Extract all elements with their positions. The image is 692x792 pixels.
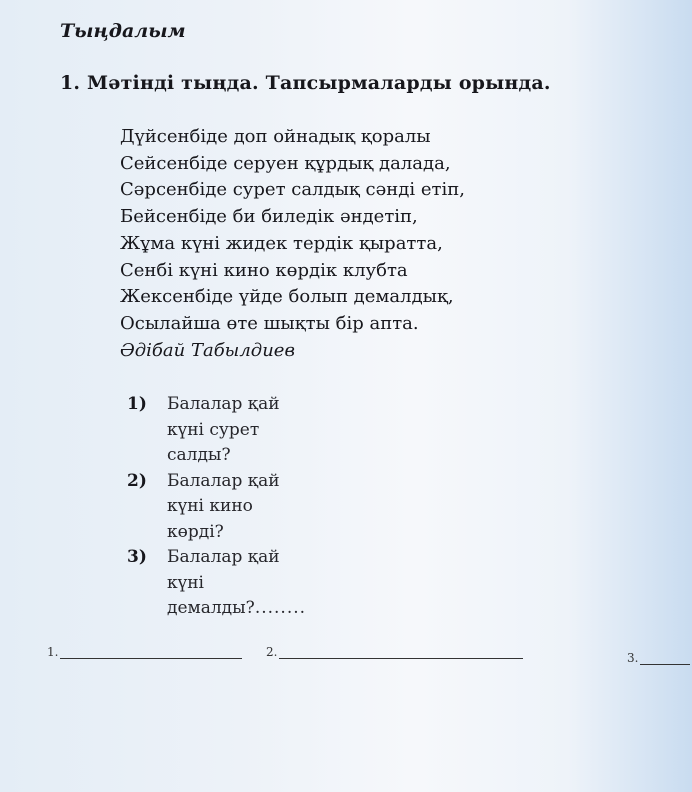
answer-blank-line[interactable] bbox=[279, 640, 523, 659]
poem-line: Жұма күні жидек тердік қыратта, bbox=[120, 232, 443, 254]
question-number: 2) bbox=[127, 470, 147, 491]
question-line: салды? bbox=[167, 445, 231, 465]
question-item bbox=[127, 545, 347, 622]
question-line bbox=[167, 596, 327, 622]
question-text bbox=[167, 392, 327, 469]
question-number: 1) bbox=[127, 394, 147, 414]
question-line: көрді? bbox=[167, 521, 224, 542]
question-line: күні кино bbox=[167, 496, 253, 516]
question-line: Балалар қай bbox=[167, 470, 280, 491]
question-item bbox=[127, 469, 347, 546]
question-line: Балалар қай bbox=[167, 547, 280, 567]
answer-dots: ........ bbox=[254, 598, 307, 618]
poem-line: Жексенбіде үйде болып демалдық, bbox=[120, 286, 454, 308]
section-title: Тыңдалым bbox=[60, 20, 186, 42]
question-number: 3) bbox=[127, 547, 147, 567]
poem-line: Сейсенбіде серуен құрдық далада, bbox=[120, 152, 451, 174]
answer-3 bbox=[627, 646, 690, 665]
question-line: күні bbox=[167, 572, 204, 593]
answer-lines bbox=[0, 640, 692, 670]
poem-line: Сәрсенбіде сурет салдық сәнді етіп, bbox=[120, 179, 465, 201]
poem-author: Әдібай Табылдиев bbox=[120, 339, 295, 361]
answer-number: 1. bbox=[47, 645, 59, 659]
answer-blank-line[interactable] bbox=[640, 646, 690, 665]
poem-line: Осылайша өте шықты бір апта. bbox=[120, 312, 419, 334]
question-text bbox=[167, 469, 327, 546]
question-line: Балалар қай bbox=[167, 394, 280, 414]
question-item bbox=[127, 392, 347, 469]
answer-1 bbox=[47, 640, 242, 659]
question-line: күні сурет bbox=[167, 419, 260, 440]
question-line-text: демалды? bbox=[167, 598, 255, 618]
answer-number: 2. bbox=[266, 645, 278, 659]
task-title: 1. Мәтінді тыңда. Тапсырмаларды орында. bbox=[60, 72, 551, 94]
poem-line: Сенбі күні кино көрдік клубта bbox=[120, 259, 408, 281]
answer-number: 3. bbox=[627, 651, 639, 665]
question-list bbox=[127, 392, 347, 622]
poem-line: Дүйсенбіде доп ойнадық қоралы bbox=[120, 126, 431, 147]
answer-2 bbox=[266, 640, 523, 659]
poem-line: Бейсенбіде би биледік әндетіп, bbox=[120, 206, 418, 228]
question-text bbox=[167, 545, 327, 622]
answer-blank-line[interactable] bbox=[60, 640, 242, 659]
poem bbox=[120, 124, 465, 364]
